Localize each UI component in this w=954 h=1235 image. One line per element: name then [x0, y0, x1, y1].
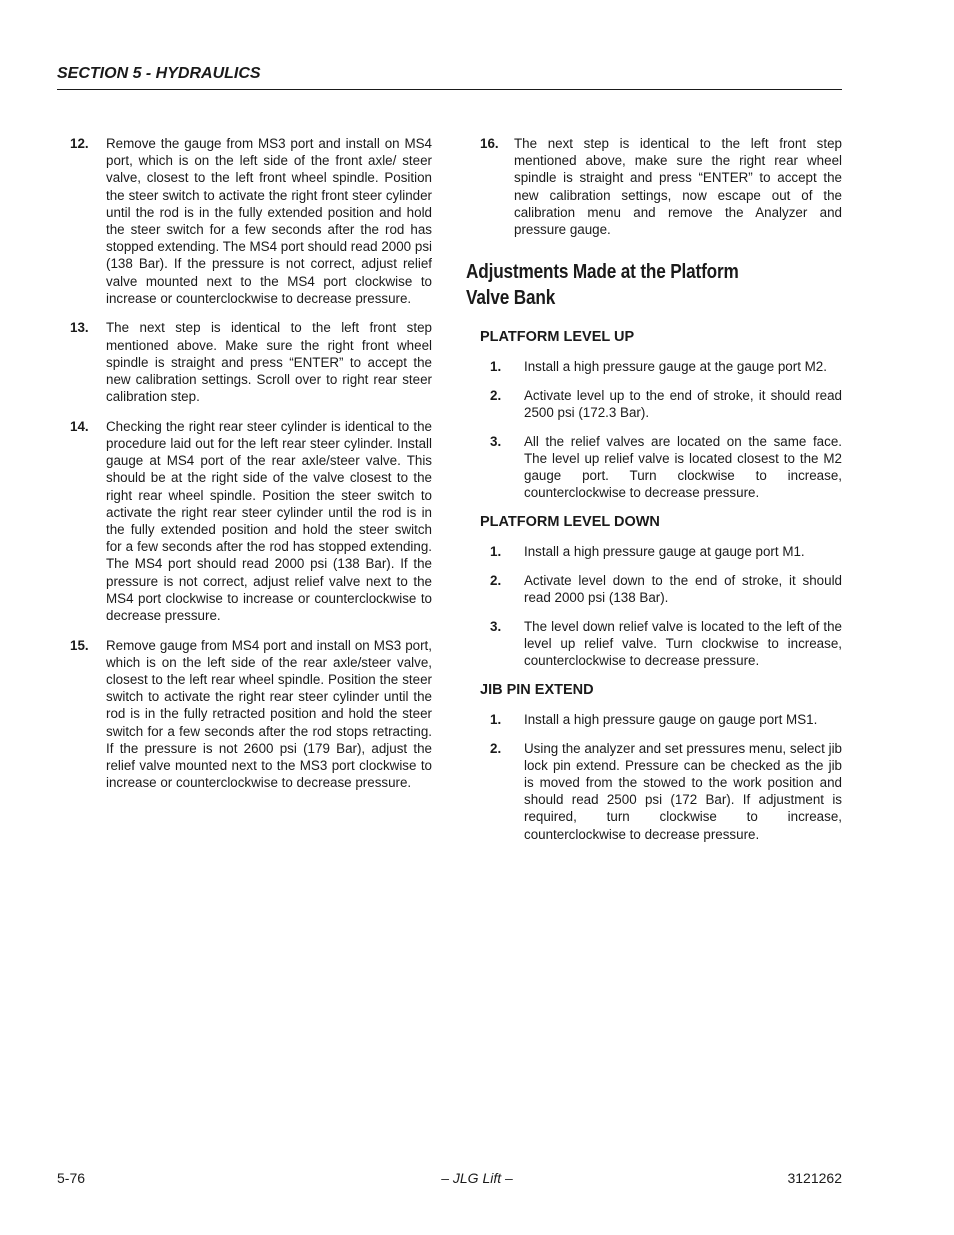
- step-number: 16.: [480, 136, 499, 151]
- list-item: [480, 433, 842, 502]
- list-item: [480, 711, 842, 728]
- step-14: [70, 418, 432, 624]
- subheading-platform-level-down: PLATFORM LEVEL DOWN: [480, 514, 660, 531]
- list-item: [480, 387, 842, 421]
- right-column: [466, 135, 842, 854]
- step-number: 1.: [490, 711, 502, 727]
- list-item: [480, 618, 842, 670]
- footer-brand: – JLG Lift –: [441, 1170, 513, 1186]
- section-heading: Adjustments Made at the Platform Valve Bank: [466, 261, 739, 310]
- list-item: [480, 358, 842, 375]
- page-number: 5-76: [57, 1170, 86, 1186]
- step-text: Activate level down to the end of stroke, it should read 2000 psi (138 Bar).: [524, 572, 842, 606]
- step-16: [480, 135, 842, 238]
- step-number: 2.: [490, 572, 502, 588]
- step-text: Install a high pressure gauge on gauge port MS1.: [524, 711, 818, 727]
- step-number: 3.: [490, 433, 502, 449]
- step-number: 1.: [490, 544, 502, 560]
- step-number: 2.: [490, 740, 502, 756]
- step-number: 12.: [70, 136, 89, 151]
- list-item: [480, 572, 842, 606]
- subheading-platform-level-up: PLATFORM LEVEL UP: [480, 329, 635, 346]
- step-text: The next step is identical to the left front step mentioned above. Make sure the right front wheel spindle is straight and press “ENTER” to accept the new calibration settings. Scroll over to right rear steer calibration step.: [106, 320, 432, 405]
- step-text: Remove the gauge from MS3 port and install on MS4 port, which is on the left side of the front axle/ steer valve, closest to the left front wheel spindle. Position the steer switch to activate the right front steer cylinder until the rod is in the fully extended position and hold the steer switch for a few seconds after the rod has stopped extending. The MS4 port should read 2000 psi (138 Bar). If the pressure is not correct, adjust relief valve mounted next to the MS4 port clockwise to increase or counterclockwise to decrease pressure.: [106, 136, 432, 306]
- step-number: 2.: [490, 387, 502, 403]
- step-text: The next step is identical to the left front step mentioned above, make sure the right rear wheel spindle is straight and press “ENTER” to accept the new calibration settings, now escape out of the calibration menu and remove the Analyzer and pressure gauge.: [514, 136, 842, 238]
- step-15: [70, 637, 432, 792]
- step-number: 1.: [490, 359, 502, 375]
- step-12: [70, 135, 432, 307]
- step-text: Install a high pressure gauge at the gauge port M2.: [524, 359, 827, 375]
- step-text: All the relief valves are located on the same face. The level up relief valve is located closest to the M2 gauge port. Turn clockwise to increase, counterclockwise to decrease pressure.: [524, 433, 842, 501]
- step-text: Remove gauge from MS4 port and install on MS3 port, which is on the left side of the rear axle/steer valve, closest to the left rear wheel spindle. Position the steer switch to activate the right rear steer cylinder until the rod is in the fully retracted position and hold the steer switch for a few seconds after the rod stops retracting. If the pressure is not 2600 psi (179 Bar), adjust the relief valve mounted next to the MS3 port clockwise to increase or counterclockwise to decrease pressure.: [106, 637, 432, 791]
- step-number: 3.: [490, 618, 502, 634]
- step-text: The level down relief valve is located to the left of the level up relief valve. Turn clockwise to increase, counterclockwise to decrease pressure.: [524, 618, 842, 669]
- left-column: [70, 135, 432, 804]
- step-number: 14.: [70, 418, 89, 434]
- document-number: 3121262: [787, 1170, 842, 1186]
- step-text: Using the analyzer and set pressures menu, select jib lock pin extend. Pressure can be checked as the jib is moved from the stowed to the work position and should read 2500 psi (172 Bar). If adjustment is required, turn clockwise to increase, counterclockwise to decrease pressure.: [524, 740, 842, 842]
- subheading-jib-pin-extend: JIB PIN EXTEND: [480, 681, 594, 698]
- step-number: 15.: [70, 637, 89, 653]
- step-13: [70, 319, 432, 405]
- header-rule: [57, 89, 842, 90]
- step-text: Checking the right rear steer cylinder is identical to the procedure laid out for the left rear steer cylinder. Install gauge at MS4 port of the rear axle/steer valve. This should be at the right side of the valve closest to the right rear wheel spindle. Position the steer switch to activate the right rear steer cylinder until the rod is in the fully extended position and hold the steer switch for a few seconds after the rod has stopped extending. The MS4 port should read 2000 psi (138 Bar). If the pressure is not correct, adjust relief valve next to the MS4 port clockwise to increase or counterclockwise to decrease pressure.: [106, 418, 432, 624]
- step-number: 13.: [70, 320, 89, 336]
- step-text: Activate level up to the end of stroke, it should read 2500 psi (172.3 Bar).: [524, 387, 842, 421]
- list-item: [480, 740, 842, 843]
- list-item: [480, 543, 842, 560]
- section-header: SECTION 5 - HYDRAULICS: [57, 65, 261, 82]
- step-text: Install a high pressure gauge at gauge port M1.: [524, 544, 805, 560]
